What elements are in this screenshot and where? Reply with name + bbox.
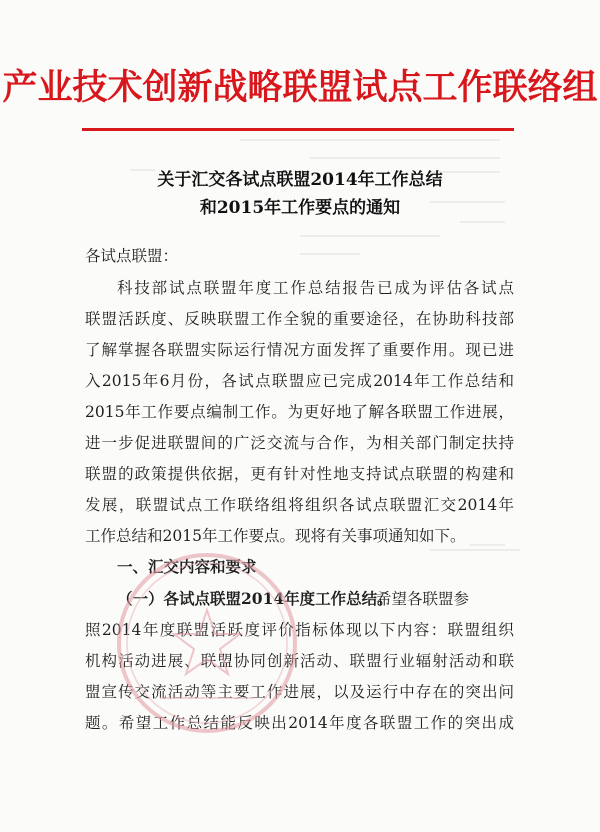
paragraph-1-line-1: 科技部试点联盟年度工作总结报告已成为评估各试点: [117, 279, 514, 297]
salutation: 各试点联盟：: [85, 247, 179, 265]
paragraph-2-line-3: 机构活动进展、联盟协同创新活动、联盟行业辐射活动和联: [85, 652, 514, 670]
paragraph-1-line-6: 进一步促进联盟间的广泛交流与合作，为相关部门制定扶持: [85, 434, 514, 452]
issuing-organization-header: 产业技术创新战略联盟试点工作联络组: [2, 67, 598, 108]
paragraph-1-line-8: 发展，联盟试点工作联络组将组织各试点联盟汇交2014年: [85, 496, 514, 514]
section-1-heading: 一、汇交内容和要求: [117, 557, 257, 576]
paragraph-1-line-7: 联盟的政策提供依据，更有针对性地支持试点联盟的构建和: [85, 465, 514, 483]
paragraph-2-line-4: 盟宣传交流活动等主要工作进展，以及运行中存在的突出问: [85, 683, 514, 701]
paragraph-1-line-5: 2015年工作要点编制工作。为更好地了解各联盟工作进展，: [85, 403, 514, 421]
paragraph-1-line-3: 了解掌握各联盟实际运行情况方面发挥了重要作用。现已进: [85, 341, 514, 359]
subsection-1-heading: （一）各试点联盟2014年度工作总结。: [117, 589, 393, 608]
paragraph-2-line-2: 照2014年度联盟活跃度评价指标体现以下内容：联盟组织: [85, 621, 514, 639]
paragraph-2-line-5: 题。希望工作总结能反映出2014年度各联盟工作的突出成: [85, 714, 514, 732]
notice-title-line-1: 关于汇交各试点联盟2014年工作总结: [157, 170, 443, 190]
paragraph-2-line-1: 希望各联盟参: [376, 590, 470, 608]
header-red-rule: [82, 128, 514, 131]
paragraph-1-line-4: 入2015年6月份，各试点联盟应已完成2014年工作总结和: [85, 372, 514, 390]
notice-title-line-2: 和2015年工作要点的通知: [199, 198, 401, 218]
paragraph-1-line-9: 工作总结和2015年工作要点。现将有关事项通知如下。: [85, 527, 466, 545]
paragraph-1-line-2: 联盟活跃度、反映联盟工作全貌的重要途径，在协助科技部: [85, 310, 514, 328]
